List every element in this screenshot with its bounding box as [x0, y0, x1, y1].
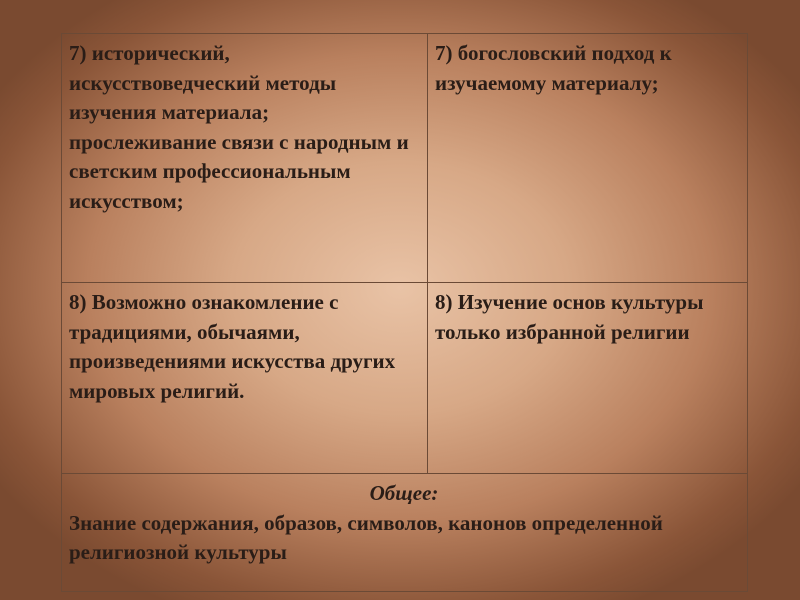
cell-row2-left: 8) Возможно ознакомление с традициями, обычаями, произведениями искусства других мировых религий. [62, 283, 428, 474]
cell-row2-right: 8) Изучение основ культуры только избранной религии [428, 283, 748, 474]
common-title: Общее: [369, 481, 439, 505]
table-row [62, 283, 748, 474]
cell-common [62, 474, 748, 592]
table-row [62, 474, 748, 592]
cell-row1-left: 7) исторический, искусствоведческий методы изучения материала; прослеживание связи с народным и светским профессиональным искусством; [62, 34, 428, 283]
cell-row1-right: 7) богословский подход к изучаемому материалу; [428, 34, 748, 283]
common-text: Знание содержания, образов, символов, канонов определенной религиозной культуры [69, 510, 663, 564]
comparison-table [61, 33, 748, 592]
table-row [62, 34, 748, 283]
